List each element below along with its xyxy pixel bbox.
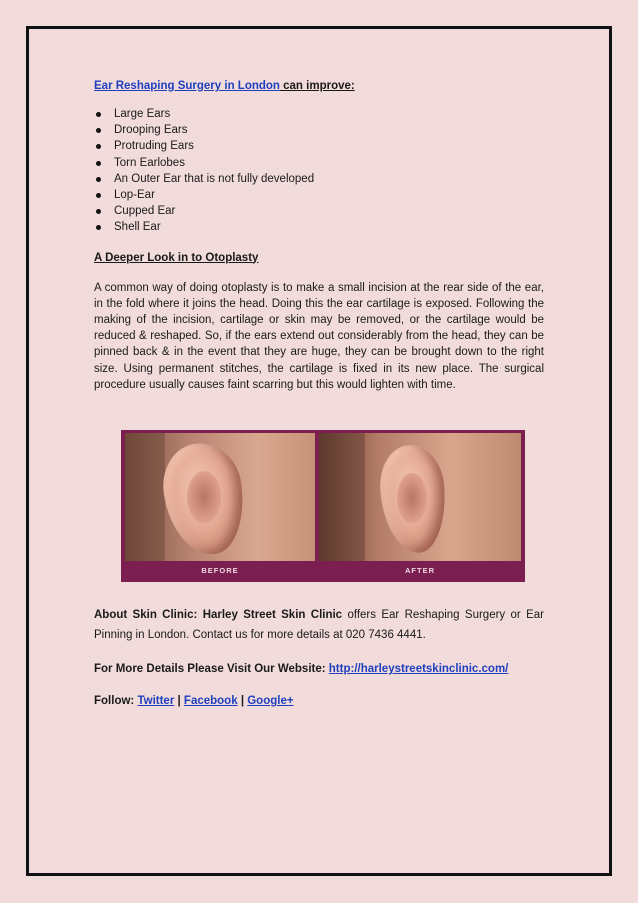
ear-reshaping-link[interactable]: Ear Reshaping Surgery in London	[94, 80, 280, 92]
section-title: A Deeper Look in to Otoplasty	[94, 251, 259, 264]
list-item: Large Ears	[94, 106, 544, 122]
section-body: A common way of doing otoplasty is to make a small incision at the rear side of the ear, in the fold where it joins the head. Doing this the ear cartilage is exposed. Following the making of the incision, cartilage or skin may be removed, or the cartilage would be reduced & reshaped. So, if the ears extend out considerably from the head, they can be pinned back & in the event that they are huge, they can be brought down to the right size. Using permanent stitches, the cartilage is fixed in its new place. The surgical procedure usually causes faint scarring but this would lighten with time.	[94, 281, 544, 391]
clinic-name: Harley Street Skin Clinic	[202, 609, 343, 621]
website-label: For More Details Please Visit Our Website:	[94, 663, 326, 675]
separator: |	[177, 695, 181, 707]
before-photo	[125, 433, 315, 561]
about-label: About Skin Clinic:	[94, 609, 198, 621]
list-item: Cupped Ear	[94, 203, 544, 219]
before-label: BEFORE	[201, 566, 239, 575]
after-label: AFTER	[405, 566, 435, 575]
intro-heading	[94, 78, 544, 94]
hair-shade	[125, 433, 165, 561]
website-line	[94, 659, 544, 679]
follow-label: Follow:	[94, 695, 135, 707]
list-item: An Outer Ear that is not fully developed	[94, 171, 544, 187]
list-item: Drooping Ears	[94, 122, 544, 138]
feature-list	[94, 106, 544, 236]
hair-shade	[319, 433, 365, 561]
before-after-image	[121, 430, 525, 582]
about-text: offers Ear Reshaping Surgery or Ear Pinning in London. Contact us for more details at 020 7436 4441.	[94, 609, 544, 641]
google-plus-link[interactable]: Google+	[247, 695, 294, 707]
ear-inner-shape	[397, 473, 427, 523]
twitter-link[interactable]: Twitter	[137, 695, 175, 707]
list-item: Shell Ear	[94, 219, 544, 235]
after-photo	[319, 433, 521, 561]
contact-section	[94, 605, 544, 711]
document-body	[94, 78, 544, 393]
ear-inner-shape	[187, 471, 221, 523]
facebook-link[interactable]: Facebook	[183, 695, 238, 707]
list-item: Protruding Ears	[94, 138, 544, 154]
intro-heading-suffix: can improve:	[279, 80, 355, 92]
about-paragraph	[94, 605, 544, 645]
separator: |	[240, 695, 245, 707]
website-link[interactable]: http://harleystreetskinclinic.com/	[328, 663, 509, 675]
list-item: Lop-Ear	[94, 187, 544, 203]
follow-line	[94, 691, 544, 711]
list-item: Torn Earlobes	[94, 155, 544, 171]
